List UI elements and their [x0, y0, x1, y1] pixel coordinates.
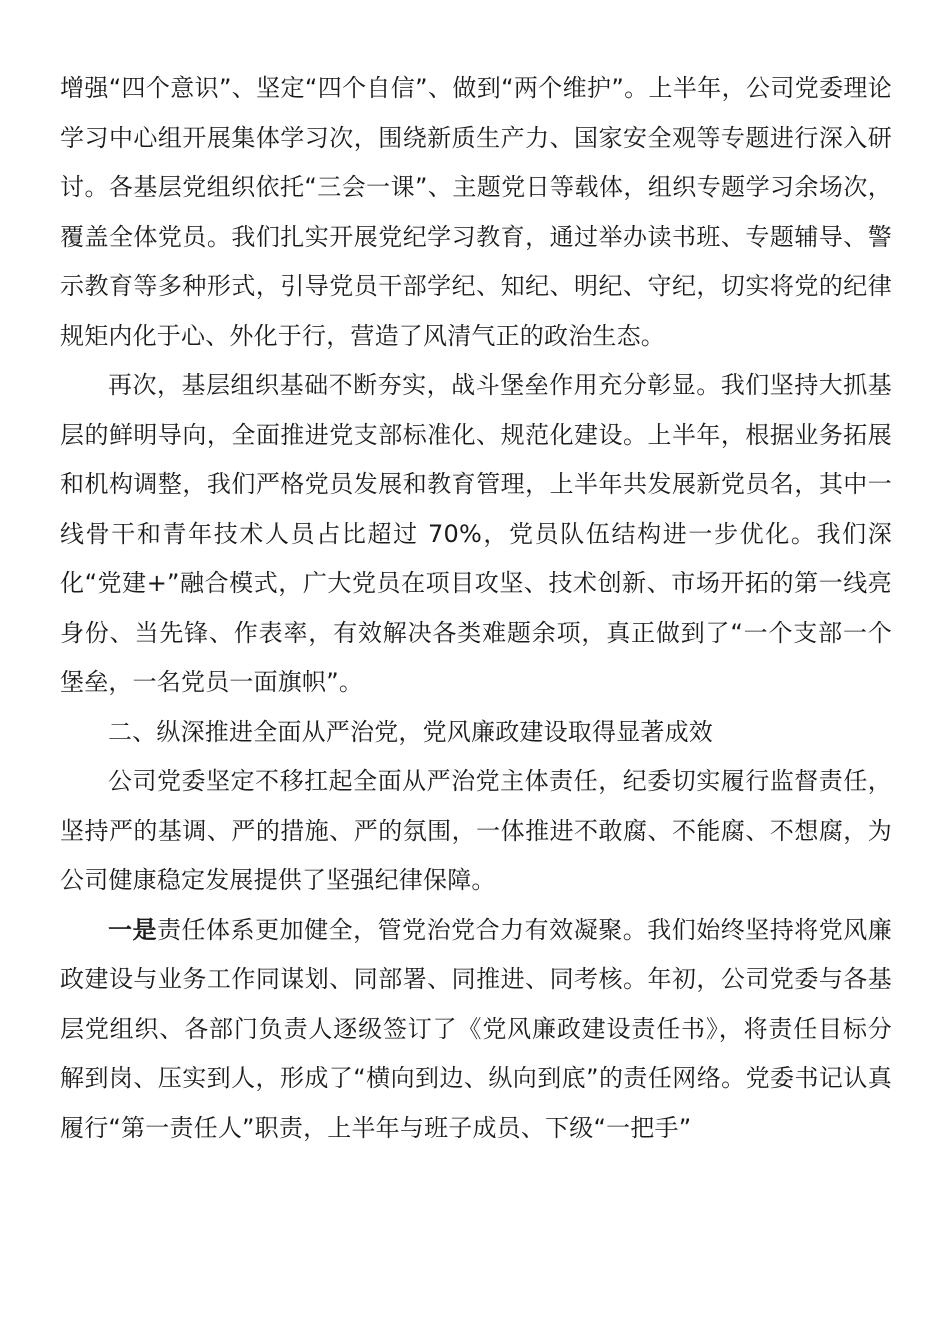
section-heading: 二、纵深推进全面从严治党，党风廉政建设取得显著成效 — [108, 717, 713, 746]
paragraph-responsibility — [60, 906, 892, 1154]
paragraph-section-intro: 公司党委坚定不移扛起全面从严治党主体责任，纪委切实履行监督责任，坚持严的基调、严的措施、严的氛围，一体推进不敢腐、不能腐、不想腐，为公司健康稳定发展提供了坚强纪律保障。 — [60, 767, 892, 894]
paragraph-grassroots: 再次，基层组织基础不断夯实，战斗堡垒作用充分彰显。我们坚持大抓基层的鲜明导向，全面推进党支部标准化、规范化建设。上半年，根据业务拓展和机构调整，我们严格党员发展和教育管理，上半年共发展新党员名，其中一线骨干和青年技术人员占比超过 70%，党员队伍结构进一步优化。我们深化“党建+”融合模式，广大党员在项目攻坚、技术创新、市场开拓的第一线亮身份、当先锋、作表率，有效解决各类难题余项，真正做到了“一个支部一个堡垒，一名党员一面旗帜”。 — [60, 371, 892, 696]
document-page — [60, 64, 892, 1153]
paragraph-body: 责任体系更加健全，管党治党合力有效凝聚。我们始终坚持将党风廉政建设与业务工作同谋划、同部署、同推进、同考核。年初，公司党委与各基层党组织、各部门负责人逐级签订了《党风廉政建设责任书》，将责任目标分解到岗、压实到人，形成了“横向到边、纵向到底”的责任网络。党委书记认真履行“第一责任人”职责，上半年与班子成员、下级“一把手” — [60, 915, 893, 1142]
paragraph-continuation: 增强“四个意识”、坚定“四个自信”、做到“两个维护”。上半年，公司党委理论学习中心组开展集体学习次，围绕新质生产力、国家安全观等专题进行深入研讨。各基层党组织依托“三会一课”、主题党日等载体，组织专题学习余场次，覆盖全体党员。我们扎实开展党纪学习教育，通过举办读书班、专题辅导、警示教育等多种形式，引导党员干部学纪、知纪、明纪、守纪，切实将党的纪律规矩内化于心、外化于行，营造了风清气正的政治生态。 — [60, 74, 892, 350]
paragraph-lead-phrase: 一是 — [108, 915, 158, 944]
